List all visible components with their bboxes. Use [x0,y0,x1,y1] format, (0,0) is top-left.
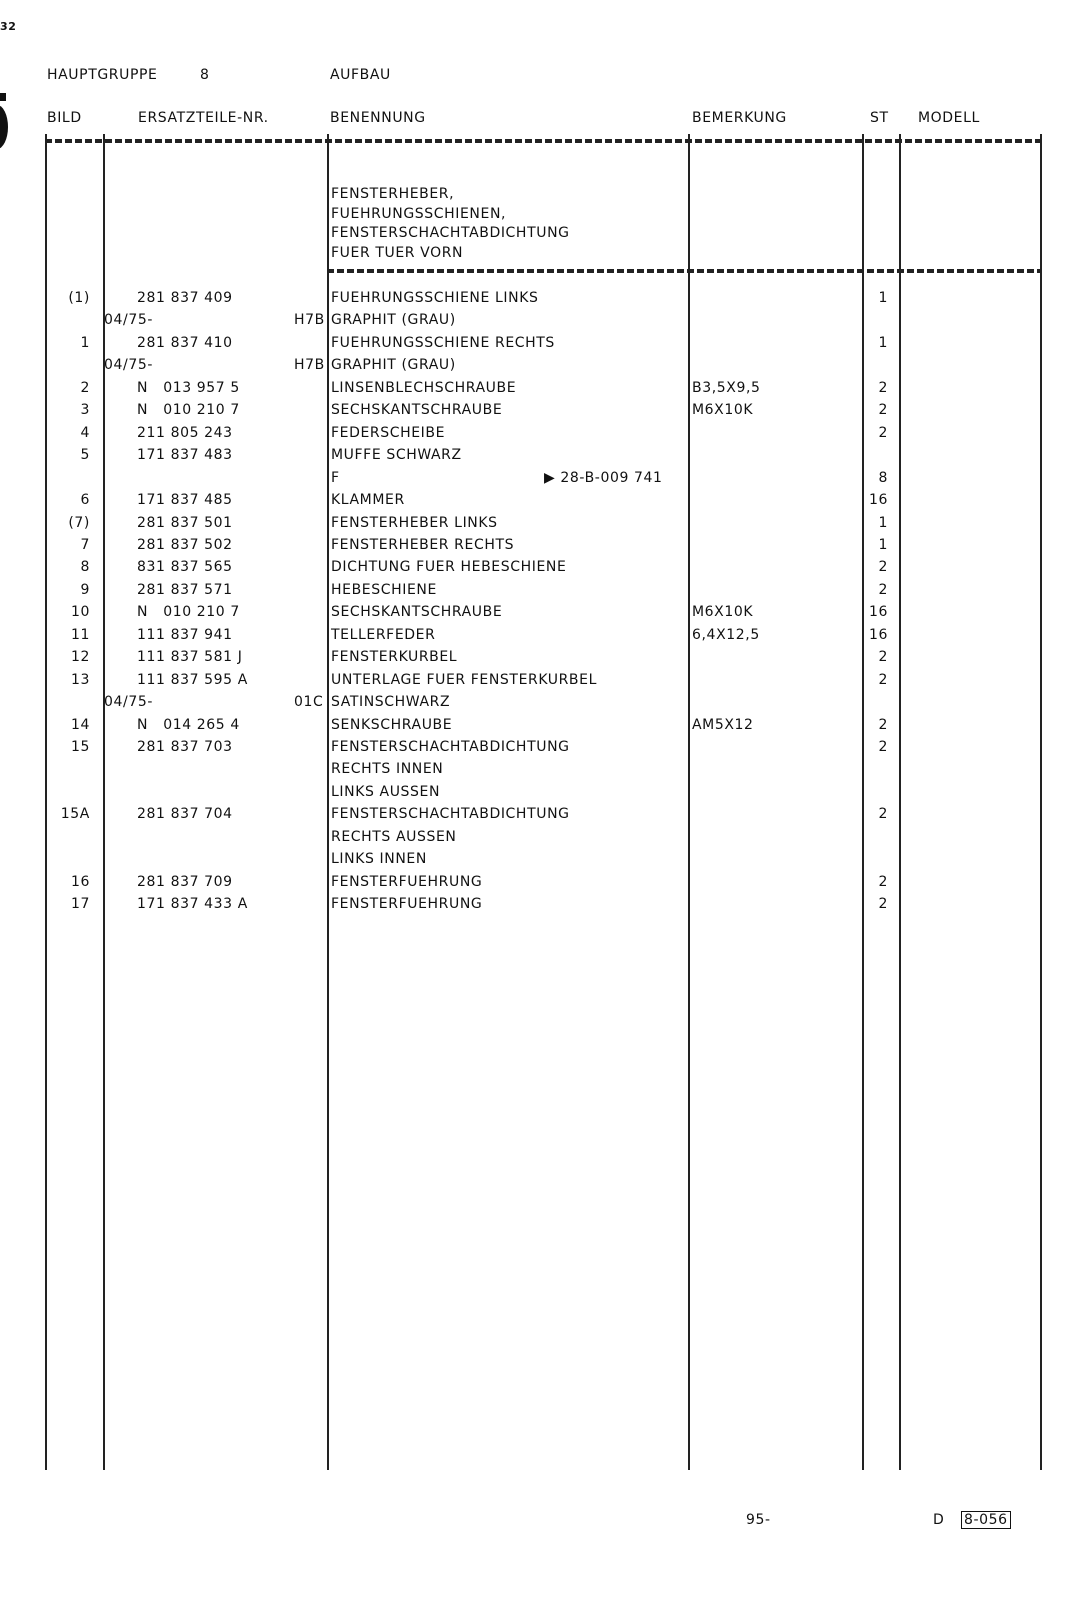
section-rule [327,269,1041,273]
cell-bemerkung: M6X10K [692,604,754,621]
cell-benennung: RECHTS AUSSEN [331,828,457,845]
cell-bild: (7) [68,514,90,531]
cell-color-code: 01C [294,694,324,711]
cell-benennung: FEDERSCHEIBE [331,424,446,441]
cell-part-number: 111 837 941 [137,626,233,643]
column-divider-ersatzteile [327,134,329,1470]
cell-benennung: SENKSCHRAUBE [331,716,453,733]
cell-benennung: FENSTERKURBEL [331,649,458,666]
cell-benennung: FENSTERHEBER LINKS [331,514,498,531]
cell-quantity: 2 [878,806,888,823]
cell-part-number: N 013 957 5 [137,379,240,396]
cell-bemerkung: AM5X12 [692,716,754,733]
column-divider-benennung [688,134,690,1470]
cell-benennung: FENSTERFUEHRUNG [331,896,483,913]
cell-bild: 7 [80,536,90,553]
cell-benennung: SECHSKANTSCHRAUBE [331,402,503,419]
cell-bild: 8 [80,559,90,576]
cell-part-number: N 010 210 7 [137,604,240,621]
page-number: 95- [746,1512,771,1528]
cell-part-number: 111 837 595 A [137,671,248,688]
cell-date-from: 04/75- [104,312,153,329]
column-divider-bild [103,134,105,1470]
cell-quantity: 2 [878,873,888,890]
cell-benennung: FENSTERHEBER RECHTS [331,536,515,553]
cell-benennung: LINKS AUSSEN [331,783,441,800]
column-header-ersatzteile: ERSATZTEILE-NR. [138,110,269,126]
section-title-line: FUER TUER VORN [331,245,464,261]
cell-date-from: 04/75- [104,694,153,711]
cell-benennung: FENSTERSCHACHTABDICHTUNG [331,806,570,823]
cell-quantity: 1 [878,536,888,553]
cell-part-number: 281 837 709 [137,873,233,890]
cell-color-code: H7B [294,312,325,329]
cell-quantity: 1 [878,514,888,531]
cell-bemerkung: M6X10K [692,402,754,419]
cell-bemerkung: B3,5X9,5 [692,379,761,396]
cell-benennung: GRAPHIT (GRAU) [331,312,456,329]
cell-quantity: 2 [878,716,888,733]
cell-quantity: 2 [878,402,888,419]
column-header-benennung: BENENNUNG [330,110,426,126]
page-ref-box-wrapper [961,1512,1011,1528]
cell-quantity: 2 [878,649,888,666]
cell-benennung: DICHTUNG FUER HEBESCHIENE [331,559,567,576]
language-code: D [933,1512,945,1528]
cell-benennung: F [331,469,340,486]
cell-benennung: TELLERFEDER [331,626,436,643]
page-reference: 8-056 [961,1511,1011,1529]
cell-benennung: LINSENBLECHSCHRAUBE [331,379,517,396]
cell-quantity: 16 [868,626,888,643]
cell-quantity: 2 [878,424,888,441]
cell-benennung: GRAPHIT (GRAU) [331,357,456,374]
cell-bemerkung: 6,4X12,5 [692,626,760,643]
cell-cross-reference: ▶ 28-B-009 741 [544,469,663,486]
cell-benennung: MUFFE SCHWARZ [331,447,462,464]
cell-benennung: FUEHRUNGSSCHIENE LINKS [331,290,539,306]
cell-benennung: SECHSKANTSCHRAUBE [331,604,503,621]
cell-bild: 14 [70,716,90,733]
cell-quantity: 1 [878,290,888,306]
cell-part-number: 831 837 565 [137,559,233,576]
cell-benennung: UNTERLAGE FUER FENSTERKURBEL [331,671,597,688]
cell-part-number: 171 837 485 [137,492,233,509]
cell-quantity: 2 [878,671,888,688]
cell-part-number: 281 837 501 [137,514,233,531]
cell-benennung: FENSTERSCHACHTABDICHTUNG [331,739,570,755]
cell-color-code: H7B [294,357,325,374]
cell-part-number: 211 805 243 [137,424,233,441]
column-divider-st [899,134,901,1470]
cell-benennung: RECHTS INNEN [331,761,444,778]
hauptgruppe-name: AUFBAU [330,67,391,83]
corner-mark: 32 [0,20,17,33]
cell-quantity: 2 [878,581,888,598]
cell-bild: 10 [70,604,90,621]
punch-hole-mark [0,105,8,149]
section-title-line: FENSTERHEBER, [331,186,455,202]
cell-bild: 6 [80,492,90,509]
cell-quantity: 2 [878,559,888,576]
cell-bild: 16 [70,873,90,890]
cell-benennung: KLAMMER [331,492,405,509]
cell-part-number: 281 837 410 [137,334,233,351]
cell-benennung: SATINSCHWARZ [331,694,451,711]
section-title-line: FUEHRUNGSSCHIENEN, [331,206,507,222]
cell-bild: 12 [70,649,90,666]
cell-bild: 17 [70,896,90,913]
column-header-st: ST [870,110,889,126]
binding-mark [0,93,6,101]
cell-part-number: 171 837 483 [137,447,233,464]
cell-part-number: 281 837 409 [137,290,233,306]
cell-part-number: 281 837 703 [137,739,233,755]
cell-part-number: 281 837 704 [137,806,233,823]
column-header-bemerkung: BEMERKUNG [692,110,787,126]
column-header-bild: BILD [47,110,82,126]
cell-benennung: FENSTERFUEHRUNG [331,873,483,890]
cell-part-number: 281 837 502 [137,536,233,553]
hauptgruppe-number: 8 [200,67,210,83]
cell-bild: 3 [80,402,90,419]
header-rule [45,139,1041,143]
cell-benennung: FUEHRUNGSSCHIENE RECHTS [331,334,555,351]
cell-quantity: 16 [868,604,888,621]
cell-quantity: 8 [878,469,888,486]
cell-bild: 15A [60,806,90,823]
cell-date-from: 04/75- [104,357,153,374]
cell-quantity: 2 [878,896,888,913]
cell-bild: 4 [80,424,90,441]
cell-benennung: LINKS INNEN [331,851,427,868]
cell-part-number: 171 837 433 A [137,896,248,913]
cell-bild: 13 [70,671,90,688]
cell-bild: 15 [70,739,90,755]
cell-bild: (1) [68,290,90,306]
cell-quantity: 2 [878,379,888,396]
column-header-modell: MODELL [918,110,980,126]
cell-bild: 2 [80,379,90,396]
cell-quantity: 1 [878,334,888,351]
cell-part-number: 281 837 571 [137,581,233,598]
cell-quantity: 16 [868,492,888,509]
cell-benennung: HEBESCHIENE [331,581,437,598]
hauptgruppe-label: HAUPTGRUPPE [47,67,158,83]
cell-bild: 9 [80,581,90,598]
cell-quantity: 2 [878,739,888,755]
cell-part-number: 111 837 581 J [137,649,243,666]
cell-bild: 1 [80,334,90,351]
cell-part-number: N 014 265 4 [137,716,240,733]
section-title-line: FENSTERSCHACHTABDICHTUNG [331,225,570,241]
cell-part-number: N 010 210 7 [137,402,240,419]
column-divider-right [1040,134,1042,1470]
cell-bild: 11 [70,626,90,643]
cell-bild: 5 [80,447,90,464]
